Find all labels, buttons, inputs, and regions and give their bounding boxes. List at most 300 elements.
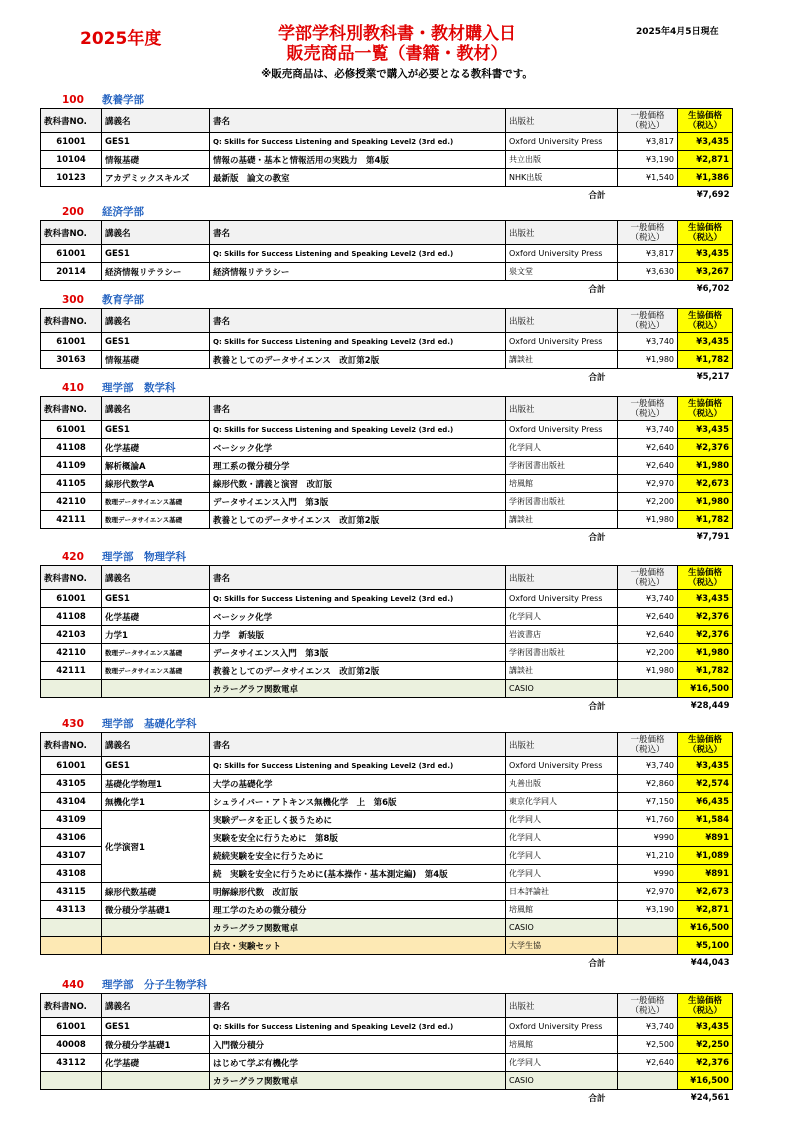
table-row — [41, 883, 733, 901]
book-title: 続続実験を安全に行うために — [210, 847, 506, 865]
general-price-tax: （税込） — [630, 120, 665, 131]
coop-price-label: 生協価格 — [687, 734, 722, 745]
coop-price: ¥16,500 — [678, 680, 733, 698]
col-header-coop-price — [678, 733, 733, 757]
section-name: 理学部 分子生物学科 — [102, 979, 207, 991]
lecture-name: GES1 — [102, 421, 210, 439]
general-price: ¥3,740 — [618, 757, 678, 775]
general-price: ¥990 — [618, 829, 678, 847]
col-header-general-price — [618, 397, 678, 421]
col-header-publisher: 出版社 — [506, 309, 618, 333]
textbook-no: 40008 — [41, 1036, 102, 1054]
as-of-date: 2025年4月5日現在 — [636, 27, 719, 37]
coop-price: ¥3,435 — [678, 133, 733, 151]
general-price-label: 一般価格 — [630, 222, 665, 233]
lecture-name: GES1 — [102, 590, 210, 608]
lecture-name: 数理データサイエンス基礎 — [102, 644, 210, 662]
table-header-row — [41, 566, 733, 590]
total-label: 合計 — [588, 1093, 606, 1104]
col-header-subject: 講義名 — [102, 994, 210, 1018]
general-price: ¥2,200 — [618, 493, 678, 511]
publisher: 日本評論社 — [506, 883, 618, 901]
coop-price: ¥2,376 — [678, 626, 733, 644]
total-value: ¥7,692 — [696, 189, 730, 200]
table-row — [41, 475, 733, 493]
coop-price: ¥5,100 — [678, 937, 733, 955]
lecture-name: 化学演習1 — [102, 811, 210, 883]
lecture-name — [102, 919, 210, 937]
total-value: ¥28,449 — [690, 700, 730, 711]
textbook-no: 61001 — [41, 1018, 102, 1036]
col-header-publisher: 出版社 — [506, 221, 618, 245]
textbook-no: 43113 — [41, 901, 102, 919]
coop-price-tax: （税込） — [687, 232, 722, 243]
textbook-no: 41108 — [41, 439, 102, 457]
coop-price: ¥3,435 — [678, 421, 733, 439]
general-price: ¥2,500 — [618, 1036, 678, 1054]
coop-price: ¥891 — [678, 829, 733, 847]
section-code: 100 — [62, 94, 84, 106]
publisher: 学術図書出版社 — [506, 457, 618, 475]
header-note: ※販売商品は、必修授業で購入が必要となる教科書です。 — [261, 68, 533, 80]
textbook-no: 41108 — [41, 608, 102, 626]
lecture-name: 情報基礎 — [102, 351, 210, 369]
general-price-label: 一般価格 — [630, 110, 665, 121]
col-header-coop-price — [678, 994, 733, 1018]
general-price: ¥3,630 — [618, 263, 678, 281]
total-row — [41, 187, 733, 203]
lecture-name: 微分積分学基礎1 — [102, 1036, 210, 1054]
textbook-table — [40, 220, 733, 296]
total-row — [41, 955, 733, 971]
book-title: 力学 新装版 — [210, 626, 506, 644]
lecture-name: GES1 — [102, 245, 210, 263]
section-code: 200 — [62, 206, 84, 218]
section-heading — [62, 292, 144, 308]
table-row — [41, 793, 733, 811]
publisher: CASIO — [506, 680, 618, 698]
lecture-name — [102, 680, 210, 698]
general-price: ¥3,190 — [618, 151, 678, 169]
textbook-no: 61001 — [41, 757, 102, 775]
lecture-name — [102, 1072, 210, 1090]
lecture-name: 化学基礎 — [102, 439, 210, 457]
table-row — [41, 757, 733, 775]
book-title: 最新版 論文の教室 — [210, 169, 506, 187]
coop-price: ¥3,435 — [678, 757, 733, 775]
book-title: データサイエンス入門 第3版 — [210, 644, 506, 662]
lecture-name: 数理データサイエンス基礎 — [102, 662, 210, 680]
general-price-tax: （税込） — [630, 577, 665, 588]
section-heading — [62, 977, 207, 993]
publisher: 化学同人 — [506, 847, 618, 865]
col-header-book: 書名 — [210, 221, 506, 245]
table-row — [41, 662, 733, 680]
general-price: ¥3,740 — [618, 421, 678, 439]
col-header-book: 書名 — [210, 109, 506, 133]
textbook-no — [41, 937, 102, 955]
coop-price: ¥3,435 — [678, 590, 733, 608]
publisher: 岩波書店 — [506, 626, 618, 644]
publisher: 講談社 — [506, 351, 618, 369]
publisher: 化学同人 — [506, 1054, 618, 1072]
lecture-name: 解析概論A — [102, 457, 210, 475]
textbook-no: 42111 — [41, 662, 102, 680]
col-header-publisher: 出版社 — [506, 733, 618, 757]
table-row — [41, 133, 733, 151]
lecture-name: 基礎化学物理1 — [102, 775, 210, 793]
textbook-no: 43112 — [41, 1054, 102, 1072]
book-title: はじめて学ぶ有機化学 — [210, 1054, 506, 1072]
coop-price: ¥1,584 — [678, 811, 733, 829]
publisher: 培風館 — [506, 1036, 618, 1054]
general-price-label: 一般価格 — [630, 398, 665, 409]
total-value: ¥6,702 — [696, 283, 730, 294]
book-title: 教養としてのデータサイエンス 改訂第2版 — [210, 662, 506, 680]
general-price — [618, 680, 678, 698]
col-header-publisher: 出版社 — [506, 109, 618, 133]
coop-price: ¥1,782 — [678, 662, 733, 680]
textbook-no: 43106 — [41, 829, 102, 847]
coop-price: ¥3,267 — [678, 263, 733, 281]
book-title: ベーシック化学 — [210, 608, 506, 626]
textbook-table — [40, 308, 733, 384]
general-price: ¥1,540 — [618, 169, 678, 187]
coop-price: ¥3,435 — [678, 245, 733, 263]
book-title: カラーグラフ関数電卓 — [210, 919, 506, 937]
general-price: ¥2,640 — [618, 626, 678, 644]
coop-price: ¥2,376 — [678, 1054, 733, 1072]
section-code: 440 — [62, 979, 84, 991]
publisher: 化学同人 — [506, 829, 618, 847]
coop-price-label: 生協価格 — [687, 310, 722, 321]
book-title: 教養としてのデータサイエンス 改訂第2版 — [210, 511, 506, 529]
publisher: CASIO — [506, 919, 618, 937]
lecture-name: GES1 — [102, 133, 210, 151]
lecture-name: 数理データサイエンス基礎 — [102, 511, 210, 529]
total-label: 合計 — [588, 958, 606, 969]
textbook-table — [40, 565, 733, 713]
general-price: ¥3,740 — [618, 590, 678, 608]
textbook-no: 61001 — [41, 133, 102, 151]
publisher: Oxford University Press — [506, 245, 618, 263]
table-row — [41, 1072, 733, 1090]
section-heading — [62, 204, 144, 220]
col-header-no: 教科書NO. — [41, 309, 102, 333]
book-title: 入門微分積分 — [210, 1036, 506, 1054]
publisher: 化学同人 — [506, 608, 618, 626]
section-name: 教育学部 — [102, 294, 144, 306]
publisher: 化学同人 — [506, 811, 618, 829]
col-header-coop-price — [678, 221, 733, 245]
general-price-tax: （税込） — [630, 1005, 665, 1016]
general-price: ¥2,200 — [618, 644, 678, 662]
col-header-subject: 講義名 — [102, 109, 210, 133]
col-header-subject: 講義名 — [102, 733, 210, 757]
table-header-row — [41, 309, 733, 333]
lecture-name: 経済情報リテラシー — [102, 263, 210, 281]
textbook-no: 42110 — [41, 644, 102, 662]
table-row — [41, 333, 733, 351]
col-header-publisher: 出版社 — [506, 566, 618, 590]
textbook-no: 61001 — [41, 245, 102, 263]
textbook-no: 43104 — [41, 793, 102, 811]
general-price: ¥990 — [618, 865, 678, 883]
book-title: Q: Skills for Success Listening and Speaking Level2 (3rd ed.) — [210, 1018, 506, 1036]
coop-price: ¥1,980 — [678, 644, 733, 662]
textbook-no: 61001 — [41, 333, 102, 351]
total-label: 合計 — [588, 190, 606, 201]
publisher: 東京化学同人 — [506, 793, 618, 811]
lecture-name: 微分積分学基礎1 — [102, 901, 210, 919]
textbook-table — [40, 396, 733, 544]
lecture-name: 情報基礎 — [102, 151, 210, 169]
coop-price: ¥2,376 — [678, 608, 733, 626]
page-subtitle: 販売商品一覧（書籍・教材） — [286, 44, 508, 64]
table-row — [41, 511, 733, 529]
col-header-book: 書名 — [210, 397, 506, 421]
publisher: 講談社 — [506, 511, 618, 529]
textbook-no: 61001 — [41, 421, 102, 439]
table-header-row — [41, 733, 733, 757]
general-price: ¥2,970 — [618, 475, 678, 493]
table-row — [41, 351, 733, 369]
col-header-general-price — [618, 221, 678, 245]
lecture-name: 線形代数学A — [102, 475, 210, 493]
col-header-general-price — [618, 309, 678, 333]
coop-price-tax: （税込） — [687, 744, 722, 755]
table-row — [41, 493, 733, 511]
book-title: Q: Skills for Success Listening and Speaking Level2 (3rd ed.) — [210, 333, 506, 351]
coop-price-tax: （税込） — [687, 408, 722, 419]
section-code: 300 — [62, 294, 84, 306]
publisher: Oxford University Press — [506, 133, 618, 151]
coop-price-label: 生協価格 — [687, 222, 722, 233]
publisher: 学術図書出版社 — [506, 644, 618, 662]
table-row — [41, 937, 733, 955]
col-header-general-price — [618, 994, 678, 1018]
book-title: 経済情報リテラシー — [210, 263, 506, 281]
textbook-no: 30163 — [41, 351, 102, 369]
book-title: 明解線形代数 改訂版 — [210, 883, 506, 901]
col-header-subject: 講義名 — [102, 309, 210, 333]
total-label: 合計 — [588, 372, 606, 383]
book-title: 白衣・実験セット — [210, 937, 506, 955]
publisher: 学術図書出版社 — [506, 493, 618, 511]
coop-price: ¥2,574 — [678, 775, 733, 793]
publisher: Oxford University Press — [506, 421, 618, 439]
section-heading — [62, 92, 144, 108]
publisher: 泉文堂 — [506, 263, 618, 281]
general-price: ¥3,817 — [618, 245, 678, 263]
table-row — [41, 590, 733, 608]
section-name: 経済学部 — [102, 206, 144, 218]
publisher: 大学生協 — [506, 937, 618, 955]
coop-price: ¥1,980 — [678, 457, 733, 475]
textbook-no: 43115 — [41, 883, 102, 901]
col-header-book: 書名 — [210, 994, 506, 1018]
col-header-subject: 講義名 — [102, 221, 210, 245]
general-price — [618, 919, 678, 937]
coop-price: ¥891 — [678, 865, 733, 883]
col-header-no: 教科書NO. — [41, 994, 102, 1018]
coop-price: ¥1,980 — [678, 493, 733, 511]
publisher: Oxford University Press — [506, 333, 618, 351]
textbook-no: 42103 — [41, 626, 102, 644]
table-row — [41, 1036, 733, 1054]
publisher: Oxford University Press — [506, 590, 618, 608]
textbook-table — [40, 993, 733, 1105]
textbook-no: 43109 — [41, 811, 102, 829]
general-price: ¥3,817 — [618, 133, 678, 151]
col-header-general-price — [618, 109, 678, 133]
book-title: データサイエンス入門 第3版 — [210, 493, 506, 511]
book-title: 理工学のための微分積分 — [210, 901, 506, 919]
textbook-no: 41105 — [41, 475, 102, 493]
publisher: Oxford University Press — [506, 757, 618, 775]
coop-price: ¥2,673 — [678, 475, 733, 493]
coop-price: ¥2,250 — [678, 1036, 733, 1054]
col-header-book: 書名 — [210, 733, 506, 757]
coop-price: ¥2,376 — [678, 439, 733, 457]
table-row — [41, 775, 733, 793]
coop-price-tax: （税込） — [687, 120, 722, 131]
publisher: 丸善出版 — [506, 775, 618, 793]
publisher: Oxford University Press — [506, 1018, 618, 1036]
lecture-name: 線形代数基礎 — [102, 883, 210, 901]
total-row — [41, 281, 733, 297]
textbook-no: 43107 — [41, 847, 102, 865]
general-price-tax: （税込） — [630, 320, 665, 331]
lecture-name: GES1 — [102, 333, 210, 351]
table-row — [41, 169, 733, 187]
general-price: ¥3,740 — [618, 1018, 678, 1036]
section-heading — [62, 549, 186, 565]
lecture-name: GES1 — [102, 1018, 210, 1036]
book-title: ベーシック化学 — [210, 439, 506, 457]
general-price: ¥2,860 — [618, 775, 678, 793]
book-title: Q: Skills for Success Listening and Speaking Level2 (3rd ed.) — [210, 133, 506, 151]
book-title: 大学の基礎化学 — [210, 775, 506, 793]
book-title: 理工系の微分積分学 — [210, 457, 506, 475]
col-header-no: 教科書NO. — [41, 221, 102, 245]
col-header-no: 教科書NO. — [41, 733, 102, 757]
page-title: 学部学科別教科書・教材購入日 — [278, 24, 516, 44]
general-price: ¥2,640 — [618, 608, 678, 626]
year-label: 2025年度 — [80, 29, 162, 49]
textbook-no: 42110 — [41, 493, 102, 511]
lecture-name: 数理データサイエンス基礎 — [102, 493, 210, 511]
coop-price: ¥1,386 — [678, 169, 733, 187]
general-price: ¥2,640 — [618, 1054, 678, 1072]
textbook-no: 20114 — [41, 263, 102, 281]
table-row — [41, 644, 733, 662]
col-header-coop-price — [678, 566, 733, 590]
col-header-general-price — [618, 566, 678, 590]
col-header-coop-price — [678, 109, 733, 133]
coop-price-tax: （税込） — [687, 320, 722, 331]
book-title: 実験データを正しく扱うために — [210, 811, 506, 829]
general-price: ¥1,980 — [618, 351, 678, 369]
publisher: 共立出版 — [506, 151, 618, 169]
textbook-table — [40, 732, 733, 970]
book-title: カラーグラフ関数電卓 — [210, 680, 506, 698]
total-row — [41, 698, 733, 714]
table-row — [41, 811, 733, 829]
section-name: 理学部 数学科 — [102, 382, 176, 394]
col-header-subject: 講義名 — [102, 566, 210, 590]
book-title: カラーグラフ関数電卓 — [210, 1072, 506, 1090]
coop-price: ¥6,435 — [678, 793, 733, 811]
textbook-no — [41, 1072, 102, 1090]
general-price-label: 一般価格 — [630, 310, 665, 321]
total-value: ¥5,217 — [696, 371, 730, 382]
coop-price: ¥3,435 — [678, 1018, 733, 1036]
section-name: 理学部 基礎化学科 — [102, 718, 197, 730]
coop-price: ¥16,500 — [678, 919, 733, 937]
book-title: 教養としてのデータサイエンス 改訂第2版 — [210, 351, 506, 369]
general-price-tax: （税込） — [630, 408, 665, 419]
table-row — [41, 901, 733, 919]
textbook-no: 10104 — [41, 151, 102, 169]
publisher: 化学同人 — [506, 865, 618, 883]
table-row — [41, 245, 733, 263]
coop-price: ¥1,782 — [678, 511, 733, 529]
general-price: ¥2,970 — [618, 883, 678, 901]
general-price: ¥2,640 — [618, 457, 678, 475]
lecture-name: 無機化学1 — [102, 793, 210, 811]
coop-price-label: 生協価格 — [687, 398, 722, 409]
table-row — [41, 680, 733, 698]
coop-price: ¥1,089 — [678, 847, 733, 865]
book-title: Q: Skills for Success Listening and Speaking Level2 (3rd ed.) — [210, 245, 506, 263]
col-header-no: 教科書NO. — [41, 397, 102, 421]
section-name: 教養学部 — [102, 94, 144, 106]
general-price — [618, 937, 678, 955]
general-price-label: 一般価格 — [630, 567, 665, 578]
general-price — [618, 1072, 678, 1090]
table-row — [41, 151, 733, 169]
table-row — [41, 919, 733, 937]
coop-price-tax: （税込） — [687, 1005, 722, 1016]
general-price: ¥1,210 — [618, 847, 678, 865]
publisher: 化学同人 — [506, 439, 618, 457]
col-header-subject: 講義名 — [102, 397, 210, 421]
textbook-no: 10123 — [41, 169, 102, 187]
col-header-book: 書名 — [210, 309, 506, 333]
total-value: ¥24,561 — [690, 1092, 730, 1103]
general-price: ¥1,980 — [618, 662, 678, 680]
book-title: Q: Skills for Success Listening and Speaking Level2 (3rd ed.) — [210, 421, 506, 439]
coop-price-label: 生協価格 — [687, 110, 722, 121]
textbook-table — [40, 108, 733, 202]
publisher: 講談社 — [506, 662, 618, 680]
textbook-no — [41, 919, 102, 937]
col-header-general-price — [618, 733, 678, 757]
table-row — [41, 626, 733, 644]
general-price: ¥1,980 — [618, 511, 678, 529]
section-name: 理学部 物理学科 — [102, 551, 186, 563]
general-price: ¥1,760 — [618, 811, 678, 829]
table-header-row — [41, 994, 733, 1018]
table-row — [41, 1018, 733, 1036]
lecture-name: 力学1 — [102, 626, 210, 644]
col-header-no: 教科書NO. — [41, 566, 102, 590]
publisher: 培風館 — [506, 901, 618, 919]
coop-price: ¥2,871 — [678, 901, 733, 919]
lecture-name: アカデミックスキルズ — [102, 169, 210, 187]
book-title: 続 実験を安全に行うために(基本操作・基本測定編) 第4版 — [210, 865, 506, 883]
